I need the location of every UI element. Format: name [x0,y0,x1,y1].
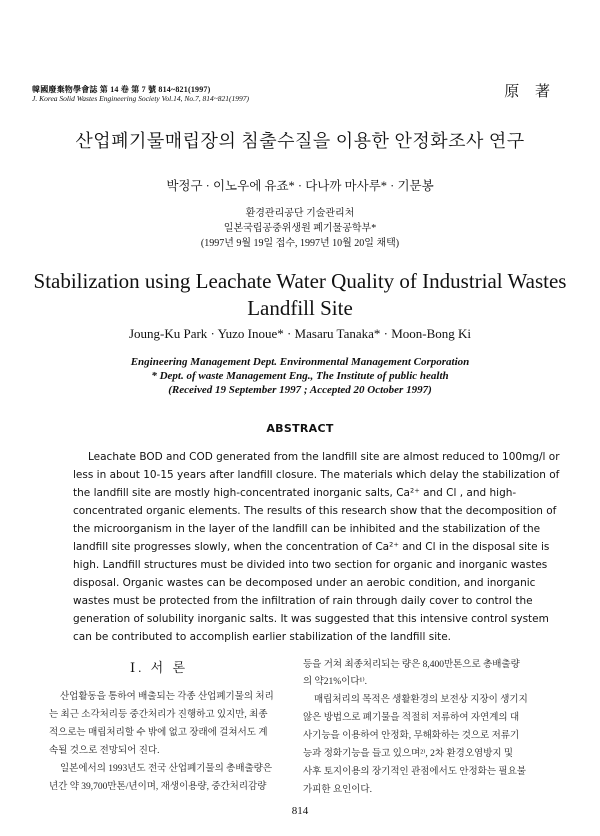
body-line: 년간 약 39,700만톤/년이며, 재생이용량, 중간처리감량 [49,782,267,792]
abstract-heading: ABSTRACT [266,422,334,435]
body-line: 는 최근 소각처리등 중간처리가 진행하고 있지만, 최종 [49,710,268,720]
abstract-line: disposal. Organic wastes can be decomposed under an aerobic condition, and inorganic [73,577,536,589]
abstract-line: the landfill site are mostly high-concentrated inorganic salts, Ca²⁺ and Cl , and high- [73,487,517,499]
authors-english: Joung-Ku Park · Yuzo Inoue* · Masaru Tanaka* · Moon-Bong Ki [128,326,472,341]
received-dates-korean: (1997년 9월 19일 접수, 1997년 10월 20일 채택) [200,238,400,249]
authors-korean: 박정구 · 이노우에 유죠* · 다나까 마사루* · 기문봉 [166,179,434,193]
body-line: 의 약21%이다¹⁾. [303,677,368,687]
affiliation-english-line-1: Engineering Management Dept. Environmental Management Corporation [130,356,470,368]
body-line: 사후 토지이용의 장기적인 관점에서도 안정화는 필요불 [303,767,526,777]
affiliation-english [0,355,600,397]
body-line: 능과 정화기능을 들고 있으며²⁾, 2차 환경오염방지 및 [303,749,514,759]
body-line: 않은 방법으로 폐기물을 적절히 저류하여 자연계의 대 [303,713,520,723]
affiliation-korean-1: 환경관리공단 기술관리처 [245,208,355,219]
affiliation-english-line-3: (Received 19 September 1997 ; Accepted 20 October 1997) [168,384,432,396]
abstract-line: can be contributed to accomplish earlier stabilization of the landfill site. [73,631,452,643]
article-type-badge: 原 著 [504,84,556,100]
body-line: 등을 거쳐 최종처리되는 량은 8,400만톤으로 총배출량 [303,660,520,670]
section-heading-introduction: Ⅰ. 서 론 [130,660,189,675]
abstract-line: wastes must be protected from the infiltration of rain through daily cover to control the [73,595,533,607]
affiliation-english-line-2: * Dept. of waste Management Eng., The Institute of public health [151,370,449,382]
body-line: 매립처리의 목적은 생활환경의 보전상 지장이 생기지 [314,695,528,705]
abstract-line: concentrated organic elements. The results of this research show that the decomposition of [73,505,557,517]
body-line: 가피한 요인이다. [303,785,372,795]
abstract-line: landfill site progresses slowly, when the concentration of Ca²⁺ and Cl in the disposal site is [73,541,550,553]
body-line: 일본에서의 1993년도 전국 산업폐기물의 총배출량은 [60,764,273,774]
body-line: 사기능을 이용하여 안정화, 무해화하는 것으로 저류기 [303,731,520,741]
abstract-line: Leachate BOD and COD generated from the landfill site are almost reduced to 100mg/l or [88,451,560,463]
affiliation-korean-2: 일본국립공중위생원 폐기물공학부* [223,223,377,234]
abstract-line: the microorganism in the layer of the landfill can be inhibited and the stabilization of the [73,523,541,535]
journal-header-en: J. Korea Solid Wastes Engineering Society Vol.14, No.7, 814~821(1997) [32,94,250,103]
title-english-line-1: Stabilization using Leachate Water Quality of Industrial Wastes [33,269,567,293]
title-english-line-2: Landfill Site [247,296,353,320]
title-english [0,268,600,322]
body-line: 산업활동을 통하여 배출되는 각종 산업폐기물의 처리 [60,692,274,702]
abstract-line: less in about 10-15 years after landfill closure. The materials which delay the stabilization of [73,469,560,481]
title-korean: 산업폐기물매립장의 침출수질을 이용한 안정화조사 연구 [75,131,525,151]
page-number: 814 [291,805,309,817]
abstract-line: high. Landfill structures must be divided into two section for organic and inorganic wastes [73,559,548,571]
journal-header-ko: 韓國廢棄物學會誌 第 14 卷 第 7 號 814~821(1997) [32,85,211,94]
body-line: 속될 것으로 전망되어 진다. [49,746,160,756]
body-line: 적으로는 매립처리할 수 밖에 없고 장래에 걸쳐서도 계 [49,728,268,738]
abstract-line: generation of solubility inorganic salts. It was suggested that this intensive control system [73,613,549,625]
